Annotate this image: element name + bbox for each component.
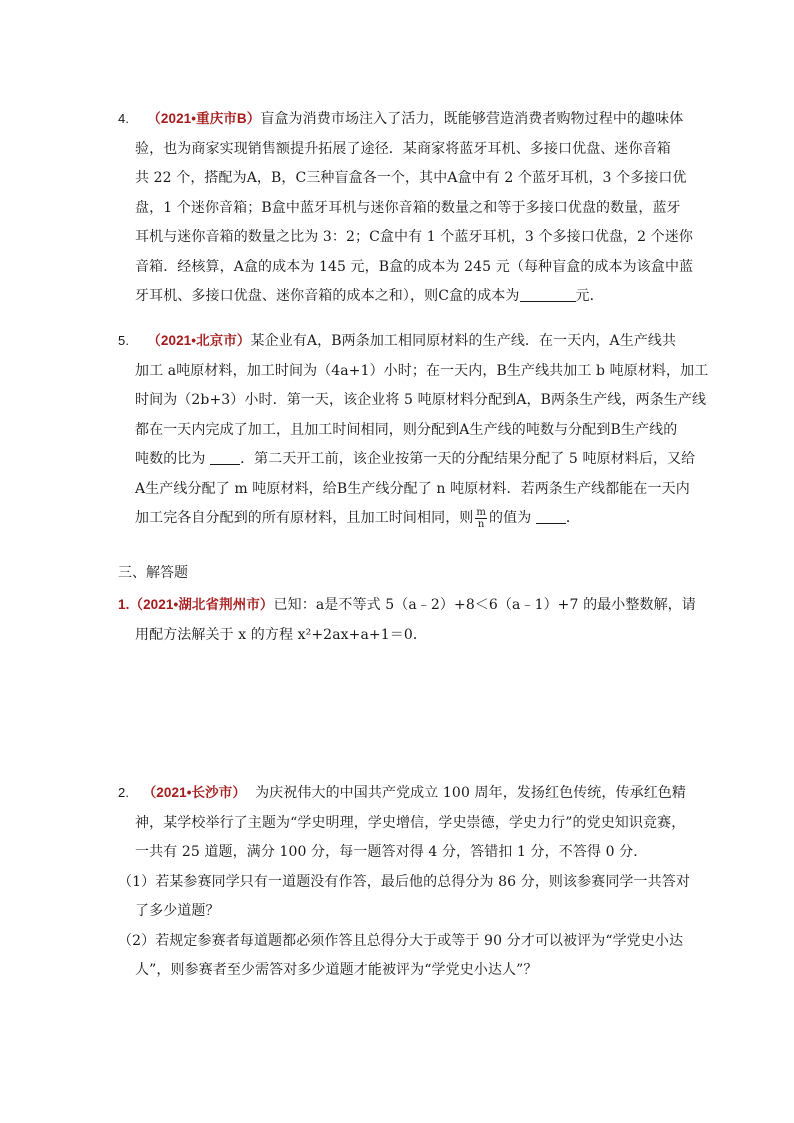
section-title: 三、解答题 <box>118 564 188 580</box>
fraction-numerator: m <box>476 506 486 518</box>
question-5-line-2: 加工 a吨原材料，加工时间为（4a+1）小时；在一天内，B生产线共加工 b 吨原材料，加工 <box>135 362 709 379</box>
answer-question-2-sub-2: （2）若规定参赛者每道题都必须作答且总得分大于或等于 90 分才可以被评为“学党史小达 <box>118 932 684 949</box>
answer-question-2-sub-1-cont: 了多少道题？ <box>135 903 220 919</box>
question-text: ． <box>565 510 580 526</box>
question-text: 为庆祝伟大的中国共产党成立 100 周年，发扬红色传统，传承红色精 <box>255 785 686 801</box>
answer-question-2-sub-1: （1）若某参赛同学只有一道题没有作答，最后他的总得分为 86 分，则该参赛同学一共答对 <box>118 873 690 890</box>
question-text: 吨数的比为 <box>135 451 206 467</box>
question-text: 已知：a是不等式 5（a﹣2）+8＜6（a﹣1）+7 的最小整数解，请 <box>273 597 696 613</box>
question-4-line-6: 音箱．经核算，A盒的成本为 145 元，B盒的成本为 245 元（每种盲盒的成本为该盒中蓝 <box>135 258 694 275</box>
answer-question-1-line-1 <box>118 590 708 621</box>
question-4-line-3: 共 22 个，搭配为A，B，C三种盲盒各一个，其中A盒中有 2 个蓝牙耳机，3 个多接口优 <box>135 170 687 186</box>
answer-blank[interactable] <box>536 509 566 524</box>
question-text: 加工完各自分配到的所有原材料，且加工时间相同，则 <box>135 510 474 526</box>
answer-question-2 <box>118 778 708 986</box>
question-5-line-1 <box>118 326 708 357</box>
question-5-line-3: 时间为（2b+3）小时．第一天，该企业将 5 吨原材料分配到A，B两条生产线，两条生产线 <box>135 392 707 408</box>
question-4-line-5: 耳机与迷你音箱的数量之比为 3：2；C盒中有 1 个蓝牙耳机，3 个多接口优盘，2 个迷你 <box>135 229 693 245</box>
question-number: 4. <box>118 111 130 126</box>
question-number: 1. <box>118 597 130 612</box>
question-4-line-4: 盘，1 个迷你音箱；B盒中蓝牙耳机与迷你音箱的数量之和等于多接口优盘的数量，蓝牙 <box>135 199 681 216</box>
question-5-line-6: A生产线分配了 m 吨原材料，给B生产线分配了 n 吨原材料．若两条生产线都能在一天内 <box>135 480 690 497</box>
answer-question-2-line-3: 一共有 25 道题，满分 100 分，每一题答对得 4 分，答错扣 1 分，不答得 0 分． <box>135 844 648 860</box>
question-5 <box>118 326 708 534</box>
question-text: 盲盒为消费市场注入了活力，既能够营造消费者购物过程中的趣味体 <box>260 111 684 127</box>
answer-blank[interactable] <box>520 287 576 302</box>
fraction-denominator: n <box>477 518 485 530</box>
question-source: （2021•北京市） <box>147 333 251 348</box>
question-text: 某企业有A，B两条加工相同原材料的生产线．在一天内，A生产线共 <box>250 333 677 349</box>
question-4-line-7 <box>135 282 708 312</box>
question-5-line-7 <box>135 504 708 534</box>
question-source: （2021•长沙市） <box>142 785 246 800</box>
question-text: 的值为 <box>489 510 532 526</box>
question-4-line-1 <box>118 104 708 135</box>
fraction-m-over-n <box>475 507 487 530</box>
question-number: 2. <box>118 785 130 800</box>
question-source: （2021•湖北省荆州市） <box>129 597 274 612</box>
answer-question-2-sub-2-cont: 人”，则参赛者至少需答对多少道题才能被评为“学党史小达人”？ <box>135 962 538 978</box>
question-text: 元． <box>575 288 604 304</box>
question-text: 牙耳机、多接口优盘、迷你音箱的成本之和），则C盒的成本为 <box>135 288 520 304</box>
answer-question-2-line-2: 神，某学校举行了主题为“学史明理，学史增信，学史崇德，学史力行”的党史知识竞赛， <box>135 814 686 831</box>
question-4-line-2: 验，也为商家实现销售额提升拓展了途径．某商家将蓝牙耳机、多接口优盘、迷你音箱 <box>135 140 671 157</box>
question-5-line-4: 都在一天内完成了加工，且加工时间相同，则分配到A生产线的吨数与分配到B生产线的 <box>135 421 678 438</box>
answer-question-1 <box>118 590 708 650</box>
answer-question-1-line-2: 用配方法解关于 x 的方程 x²+2ax+a+1＝0． <box>135 626 427 643</box>
question-4 <box>118 104 708 312</box>
question-text: ．第二天开工前，该企业按第一天的分配结果分配了 5 吨原材料后，又给 <box>240 451 696 467</box>
question-5-line-5 <box>135 445 708 475</box>
question-source: （2021•重庆市B） <box>147 111 261 126</box>
answer-question-2-line-1 <box>118 778 708 809</box>
question-number: 5. <box>118 333 130 348</box>
answer-blank[interactable] <box>210 450 240 465</box>
